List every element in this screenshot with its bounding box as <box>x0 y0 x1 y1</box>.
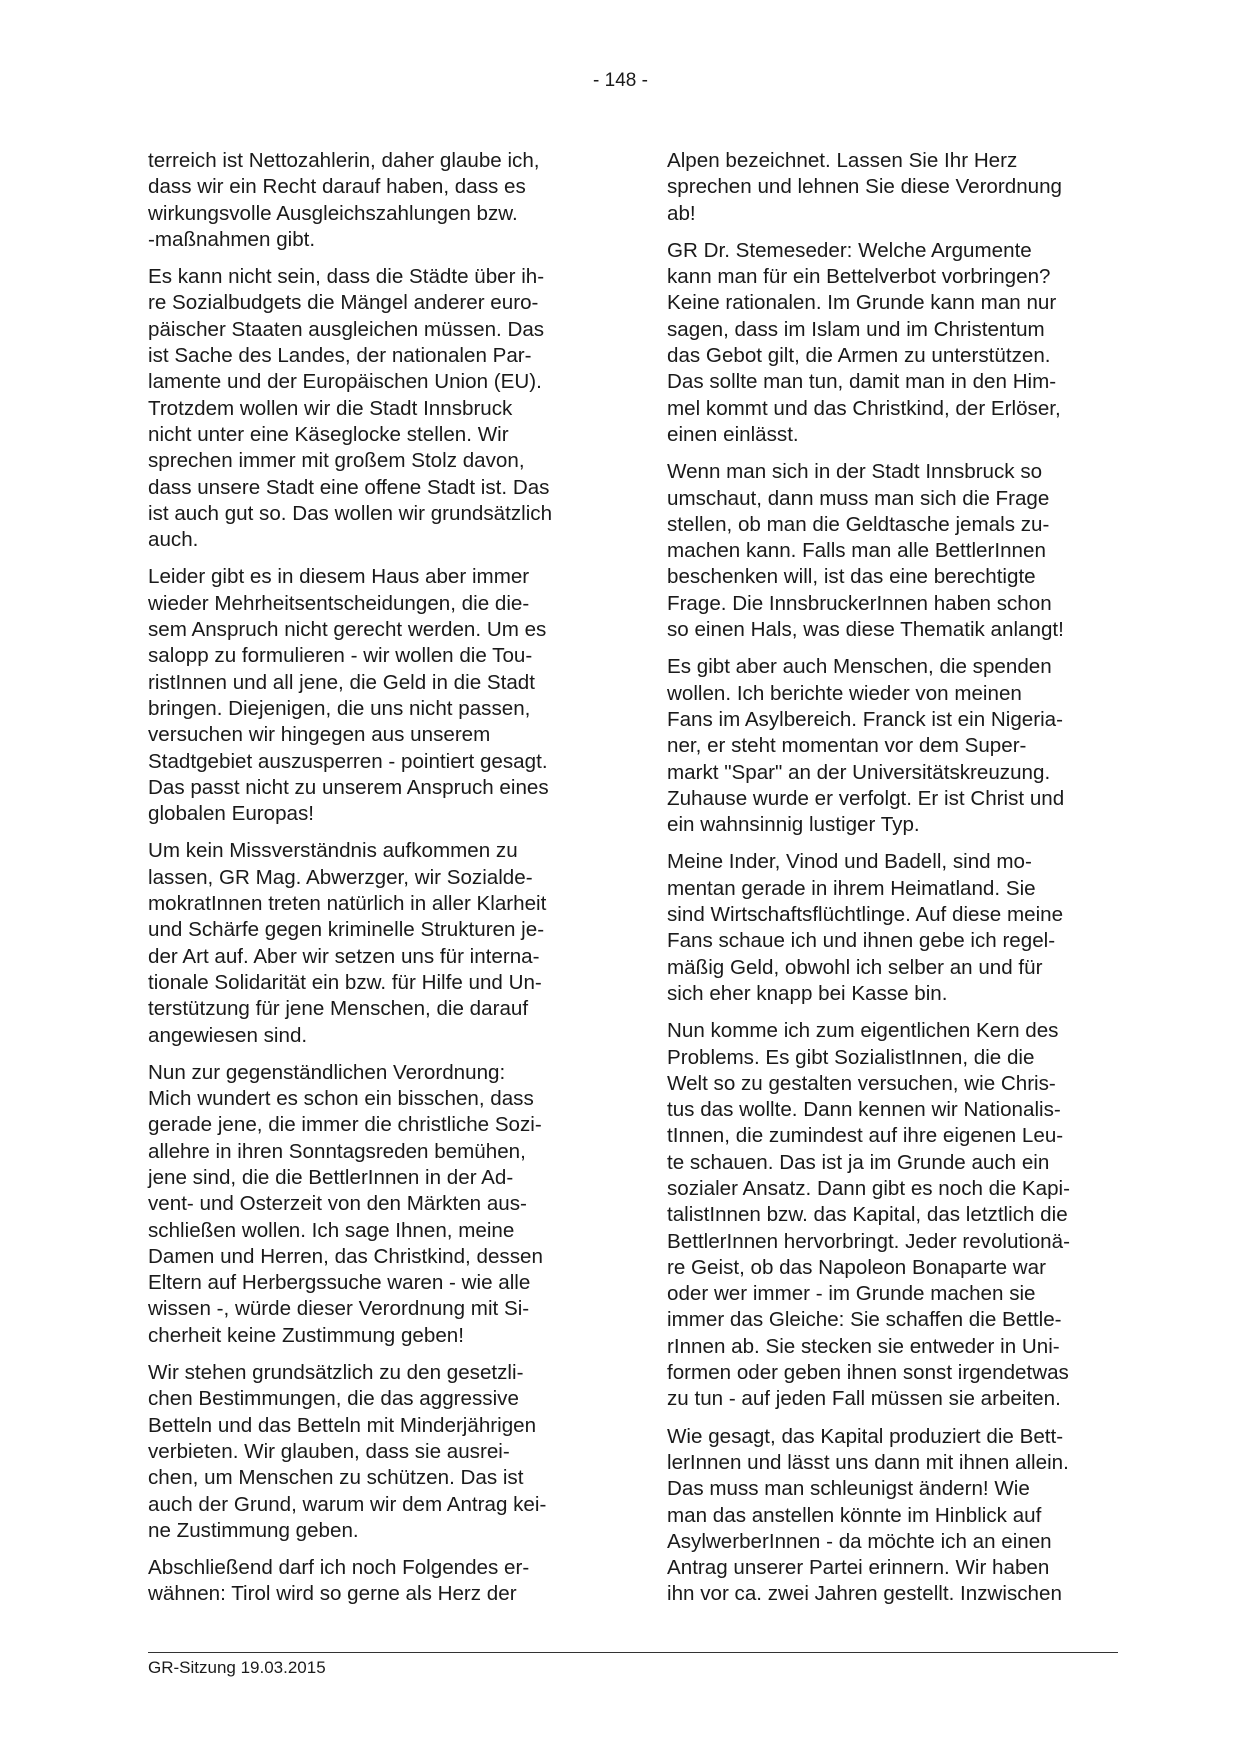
page-number: - 148 - <box>593 70 648 91</box>
paragraph: Abschließend darf ich noch Folgendes er- wähnen: Tirol wird so gerne als Herz der <box>148 1556 530 1606</box>
paragraph: Wir stehen grundsätzlich zu den gesetzli- chen Bestimmungen, die das aggressive Betteln und das Betteln mit Minderjährigen verbieten. Wir glauben, dass sie ausrei- chen, um Menschen zu schützen. Das ist auch der Grund, warum wir dem Antrag kei- ne Zustimmung geben. <box>148 1361 547 1542</box>
footer-divider <box>148 1652 1118 1653</box>
paragraph: terreich ist Nettozahlerin, daher glaube ich, dass wir ein Recht darauf haben, dass es wirkungsvolle Ausgleichszahlungen bzw. -maßnahmen gibt. <box>148 149 540 251</box>
right-column <box>667 148 1129 1619</box>
footer-session-date: GR-Sitzung 19.03.2015 <box>148 1658 326 1677</box>
paragraph: Um kein Missverständnis aufkommen zu lassen, GR Mag. Abwerzger, wir Sozialde- mokratInnen treten natürlich in aller Klarheit und Schärfe gegen kriminelle Strukturen je- der Art auf. Aber wir setzen uns für interna- tionale Solidarität ein bzw. für Hilfe und Un- terstützung für jene Menschen, die darauf angewiesen sind. <box>148 839 547 1047</box>
paragraph: Leider gibt es in diesem Haus aber immer wieder Mehrheitsentscheidungen, die die- sem Anspruch nicht gerecht werden. Um es salopp zu formulieren - wir wollen die Tou- ristInnen und all jene, die Geld in die Stadt bringen. Diejenigen, die uns nicht passen, versuchen wir hingegen aus unserem Stadtgebiet auszusperren - pointiert gesagt. Das passt nicht zu unserem Anspruch eines globalen Europas! <box>148 565 549 826</box>
paragraph: Alpen bezeichnet. Lassen Sie Ihr Herz sprechen und lehnen Sie diese Verordnung ab! <box>667 149 1063 225</box>
paragraph: Es gibt aber auch Menschen, die spenden wollen. Ich berichte wieder von meinen Fans im Asylbereich. Franck ist ein Nigeria- ner, er steht momentan vor dem Super- markt "Spar" an der Universitätskreuzung. Zuhause wurde er verfolgt. Er ist Christ und ein wahnsinnig lustiger Typ. <box>667 655 1065 837</box>
paragraph: Nun komme ich zum eigentlichen Kern des Problems. Es gibt SozialistInnen, die die Welt so zu gestalten versuchen, wie Chris- tus das wollte. Dann kennen wir Nationalis- tInnen, die zumindest auf ihre eigenen Leu- te schauen. Das ist ja im Grunde auch ein sozialer Ansatz. Dann gibt es noch die Kapi- talistInnen bzw. das Kapital, das letztlich die BettlerInnen hervorbringt. Jeder revolutionä- re Geist, ob das Napoleon Bonaparte war oder wer immer - im Grunde machen sie immer das Gleiche: Sie schaffen die Bettle- rInnen ab. Sie stecken sie entweder in Uni- formen oder geben ihnen sonst irgendetwas zu tun - auf jeden Fall müssen sie arbeiten. <box>667 1019 1070 1411</box>
paragraph: Wenn man sich in der Stadt Innsbruck so umschaut, dann muss man sich die Frage stellen, ob man die Geldtasche jemals zu- machen kann. Falls man alle BettlerInnen beschenken will, ist das eine berechtigte Frage. Die InnsbruckerInnen haben schon so einen Hals, was diese Thematik anlangt! <box>667 460 1064 642</box>
left-column <box>148 148 610 1619</box>
paragraph: Nun zur gegenständlichen Verordnung: Mich wundert es schon ein bisschen, dass gerade jene, die immer die christliche Sozi- allehre in ihren Sonntagsreden bemühen, jene sind, die die BettlerInnen in der Ad- vent- und Osterzeit von den Märkten aus- schließen wollen. Ich sage Ihnen, meine Damen und Herren, das Christkind, dessen Eltern auf Herbergssuche waren - wie alle wissen -, würde dieser Verordnung mit Si- cherheit keine Zustimmung geben! <box>148 1060 543 1347</box>
paragraph: GR Dr. Stemeseder: Welche Argumente kann man für ein Bettelverbot vorbringen? Keine rationalen. Im Grunde kann man nur sagen, dass im Islam und im Christentum das Gebot gilt, die Armen zu unterstützen. Das sollte man tun, damit man in den Him- mel kommt und das Christkind, der Erlöser, einen einlässt. <box>667 238 1061 446</box>
paragraph: Wie gesagt, das Kapital produziert die Bett- lerInnen und lässt uns dann mit ihnen allein. Das muss man schleunigst ändern! Wie man das anstellen könnte im Hinblick auf AsylwerberInnen - da möchte ich an einen Antrag unserer Partei erinnern. Wir haben ihn vor ca. zwei Jahren gestellt. Inzwischen <box>667 1424 1069 1606</box>
paragraph: Meine Inder, Vinod und Badell, sind mo- mentan gerade in ihrem Heimatland. Sie sind Wirtschaftsflüchtlinge. Auf diese meine Fans schaue ich und ihnen gebe ich regel- mäßig Geld, obwohl ich selber an und für sich eher knapp bei Kasse bin. <box>667 850 1064 1005</box>
paragraph: Es kann nicht sein, dass die Städte über ih- re Sozialbudgets die Mängel anderer euro- päischer Staaten ausgleichen müssen. Das ist Sache des Landes, der nationalen Par- lamente und der Europäischen Union (EU). Trotzdem wollen wir die Stadt Innsbruck nicht unter eine Käseglocke stellen. Wir sprechen immer mit großem Stolz davon, dass unsere Stadt eine offene Stadt ist. Das ist auch gut so. Das wollen wir grundsätzlich auch. <box>148 265 553 552</box>
